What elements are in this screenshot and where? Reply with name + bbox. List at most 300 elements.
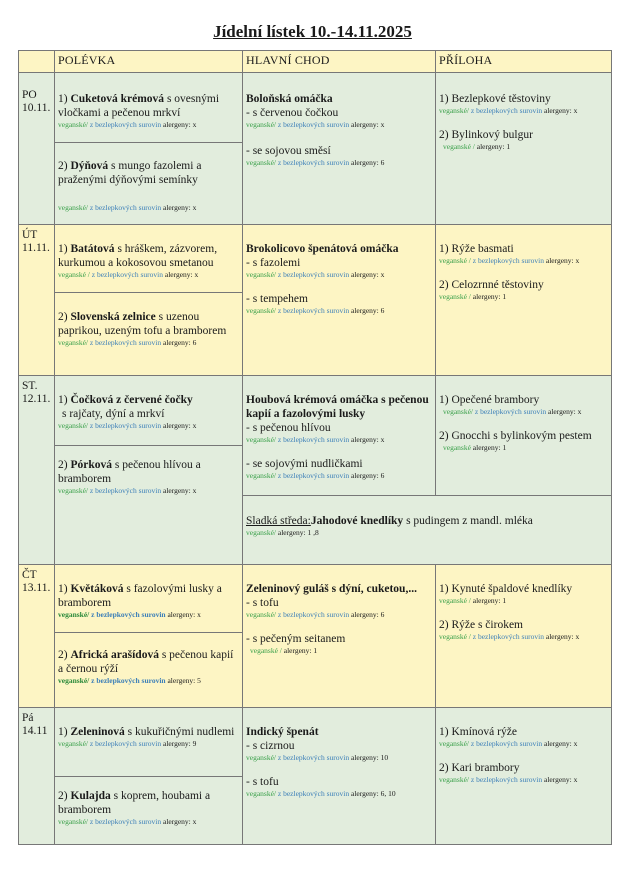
- vegan-label: veganské: [439, 596, 467, 605]
- soup-2: [55, 445, 242, 563]
- gluten-free-label: z bezlepkových surovin: [277, 306, 350, 315]
- soup-num: 2): [58, 649, 68, 661]
- main-name: Indický špenát: [246, 726, 319, 738]
- soup-1: [55, 225, 242, 292]
- side-1: 1) Bezlepkové těstoviny: [439, 93, 551, 105]
- allergen-label: alergeny:: [543, 106, 572, 115]
- day-date: 13.11.: [22, 582, 51, 594]
- side-2: 2) Bylinkový bulgur: [439, 129, 533, 141]
- allergen-value: x: [197, 610, 201, 619]
- day-row-po: [19, 73, 612, 225]
- header-day: [19, 51, 55, 73]
- header-soup: POLÉVKA: [55, 51, 243, 73]
- day-row-pa: [19, 708, 612, 845]
- vegan-label: veganské: [246, 158, 274, 167]
- slash: /: [273, 610, 276, 619]
- allergen-label: alergeny:: [472, 292, 501, 301]
- main-dish: [243, 708, 435, 799]
- allergen-value: x: [192, 421, 197, 430]
- main-meta-2: [246, 158, 432, 168]
- soup-desc: s mungo fazolemi a praženými dýňovými semínky: [58, 160, 202, 186]
- soup-name: Africká arašídová: [70, 649, 159, 661]
- side-dishes: [436, 225, 611, 302]
- side-2: 2) Gnocchi s bylinkovým pestem: [439, 430, 592, 442]
- soup-1: [55, 708, 242, 776]
- allergen-label: alergeny:: [543, 775, 572, 784]
- main-dish: [243, 376, 435, 481]
- header-main: HLAVNÍ CHOD: [243, 51, 436, 73]
- side-dishes: [436, 708, 611, 785]
- allergen-label: alergeny:: [350, 789, 379, 798]
- vegan-label: veganské: [58, 338, 86, 347]
- side-dishes: [436, 376, 611, 453]
- allergen-value: x: [192, 203, 197, 212]
- side-1: 1) Rýže basmati: [439, 243, 514, 255]
- slash: /: [85, 338, 88, 347]
- gluten-free-label: z bezlepkových surovin: [277, 789, 350, 798]
- allergen-value: 6: [380, 610, 385, 619]
- soup-num: 1): [58, 93, 68, 105]
- main-meta-1: [246, 435, 432, 445]
- allergen-label: alergeny:: [547, 407, 576, 416]
- soup-name: Čočková z červené čočky: [70, 394, 193, 406]
- slash: /: [273, 789, 276, 798]
- soup-desc: s koprem, houbami a bramborem: [58, 790, 211, 816]
- main-variant-2: - s tofu: [246, 776, 279, 788]
- soup-desc: s kukuřičnými nudlemi: [127, 726, 235, 738]
- allergen-value: x: [192, 120, 197, 129]
- allergen-value: x: [573, 775, 578, 784]
- gluten-free-label: z bezlepkových surovin: [89, 120, 162, 129]
- main-variant-2: - s pečeným seitanem: [246, 633, 346, 645]
- allergen-label: alergeny:: [350, 753, 379, 762]
- main-meta-1: [246, 753, 432, 763]
- main-name: Boloňská omáčka: [246, 93, 333, 105]
- day-cell: [19, 565, 55, 708]
- allergen-label: alergeny:: [350, 306, 379, 315]
- vegan-label: veganské: [246, 789, 274, 798]
- slash: /: [466, 106, 469, 115]
- day-name: ČT: [22, 569, 37, 581]
- slash: /: [87, 610, 90, 619]
- allergen-value: 1: [506, 142, 511, 151]
- soup-num: 2): [58, 790, 68, 802]
- vegan-label: veganské: [439, 632, 467, 641]
- allergen-value: 6: [380, 471, 385, 480]
- main-cell: [243, 565, 436, 708]
- slash: /: [273, 270, 276, 279]
- allergen-label: alergeny:: [162, 421, 191, 430]
- sweet-meta: [246, 528, 608, 538]
- sweet-dish: [243, 496, 611, 538]
- allergen-label: alergeny:: [277, 528, 306, 537]
- main-meta-2: [246, 471, 432, 481]
- day-date: 12.11.: [22, 393, 51, 405]
- soup-desc: s uzenou paprikou, uzeným tofu a bramborem: [58, 311, 227, 337]
- day-cell: [19, 225, 55, 376]
- soup-desc: s ovesnými vločkami a pečenou mrkví: [58, 93, 220, 119]
- soup-1: [55, 565, 242, 632]
- allergen-label: alergeny:: [162, 739, 191, 748]
- vegan-label: veganské: [246, 471, 274, 480]
- vegan-label: veganské: [58, 817, 86, 826]
- page-title: Jídelní lístek 10.-14.11.2025: [213, 22, 412, 41]
- vegan-label: veganské: [443, 407, 471, 416]
- side-dishes: [436, 565, 611, 642]
- allergen-value: 1: [313, 646, 318, 655]
- allergen-value: 10: [380, 753, 389, 762]
- soup-2: [55, 292, 242, 375]
- day-row-ut: [19, 225, 612, 376]
- slash: /: [273, 158, 276, 167]
- soup-meta: [58, 270, 239, 280]
- allergen-label: alergeny:: [162, 203, 191, 212]
- vegan-label: veganské: [439, 292, 467, 301]
- soup-meta: [58, 486, 239, 496]
- allergen-label: alergeny:: [350, 435, 379, 444]
- gluten-free-label: z bezlepkových surovin: [277, 471, 350, 480]
- gluten-free-label: z bezlepkových surovin: [91, 676, 166, 685]
- main-variant-1: - s cizrnou: [246, 740, 295, 752]
- day-date: 10.11.: [22, 102, 51, 114]
- soup-desc: s pečenou kapií a černou rýží: [58, 649, 234, 675]
- slash: /: [87, 676, 90, 685]
- day-name: Pá: [22, 712, 34, 724]
- main-meta-1: [246, 610, 432, 620]
- allergen-value: 1 ,8: [307, 528, 319, 537]
- allergen-value: x: [194, 270, 199, 279]
- vegan-label: veganské: [439, 739, 467, 748]
- side-meta-1: [439, 256, 608, 266]
- side-1: 1) Opečené brambory: [439, 394, 540, 406]
- vegan-label: veganské: [58, 610, 88, 619]
- allergen-label: alergeny:: [543, 739, 572, 748]
- allergen-label: alergeny:: [350, 120, 379, 129]
- soup-1: [55, 73, 242, 142]
- side-cell: [436, 376, 612, 496]
- gluten-free-label: z bezlepkových surovin: [89, 486, 162, 495]
- vegan-label: veganské: [439, 256, 467, 265]
- vegan-label: veganské: [443, 443, 471, 452]
- day-name: ST.: [22, 380, 38, 392]
- side-2: 2) Celozrnné těstoviny: [439, 279, 544, 291]
- slash: /: [85, 203, 88, 212]
- main-variant-2: - se sojovými nudličkami: [246, 458, 363, 470]
- soup-cell: [55, 376, 243, 565]
- side-meta-2: [439, 632, 608, 642]
- soup-num: 1): [58, 394, 68, 406]
- allergen-value: x: [380, 435, 385, 444]
- gluten-free-label: z bezlepkových surovin: [472, 632, 544, 641]
- slash: /: [85, 739, 88, 748]
- side-cell: [436, 708, 612, 845]
- soup-name: Kulajda: [70, 790, 111, 802]
- slash: /: [466, 775, 469, 784]
- soup-name: Batátová: [70, 243, 115, 255]
- gluten-free-label: z bezlepkových surovin: [277, 158, 350, 167]
- soup-name: Slovenská zelnice: [70, 311, 156, 323]
- gluten-free-label: z bezlepkových surovin: [89, 421, 162, 430]
- vegan-label: veganské: [58, 486, 86, 495]
- gluten-free-label: z bezlepkových surovin: [277, 270, 350, 279]
- day-cell: [19, 376, 55, 565]
- gluten-free-label: z bezlepkových surovin: [277, 753, 350, 762]
- side-meta-1: [439, 739, 608, 749]
- allergen-value: x: [573, 739, 578, 748]
- slash: /: [468, 292, 471, 301]
- soup-num: 1): [58, 243, 68, 255]
- soup-name: Zeleninová: [70, 726, 125, 738]
- allergen-value: 9: [192, 739, 197, 748]
- side-cell: [436, 73, 612, 225]
- main-cell: [243, 708, 436, 845]
- gluten-free-label: z bezlepkových surovin: [472, 256, 544, 265]
- slash: /: [85, 486, 88, 495]
- main-meta-2: [246, 306, 432, 316]
- allergen-value: 1: [502, 292, 507, 301]
- allergen-label: alergeny:: [350, 610, 379, 619]
- vegan-label: veganské: [250, 646, 278, 655]
- allergen-label: alergeny:: [350, 471, 379, 480]
- soup-desc: s pečenou hlívou a bramborem: [58, 459, 201, 485]
- sweet-label: Sladká středa:: [246, 515, 311, 527]
- allergen-value: 6: [192, 338, 197, 347]
- allergen-value: x: [575, 256, 580, 265]
- main-variant-2: - se sojovou směsí: [246, 145, 331, 157]
- soup-name: Dýňová: [70, 160, 109, 172]
- allergen-label: alergeny:: [167, 610, 196, 619]
- slash: /: [273, 120, 276, 129]
- gluten-free-label: z bezlepkových surovin: [470, 739, 543, 748]
- main-cell: [243, 376, 436, 496]
- allergen-value: 1: [502, 443, 507, 452]
- vegan-label: veganské: [246, 610, 274, 619]
- slash: /: [468, 632, 471, 641]
- soup-cell: [55, 225, 243, 376]
- main-dish: [243, 225, 435, 316]
- vegan-label: veganské: [246, 435, 274, 444]
- soup-2: [55, 776, 242, 844]
- side-meta-2: [439, 142, 608, 152]
- allergen-label: alergeny:: [476, 142, 505, 151]
- allergen-label: alergeny:: [167, 676, 196, 685]
- main-meta-1: [246, 120, 432, 130]
- main-meta-1: [246, 270, 432, 280]
- main-variant-1: - s červenou čočkou: [246, 107, 339, 119]
- soup-desc: s fazolovými lusky a bramborem: [58, 583, 222, 609]
- day-row-ct: [19, 565, 612, 708]
- allergen-label: alergeny:: [162, 120, 191, 129]
- soup-meta: [58, 817, 239, 827]
- vegan-label: veganské: [58, 120, 86, 129]
- main-cell: [243, 225, 436, 376]
- soup-meta: [58, 338, 239, 348]
- vegan-label: veganské: [443, 142, 471, 151]
- allergen-label: alergeny:: [350, 270, 379, 279]
- slash: /: [279, 646, 282, 655]
- allergen-value: x: [577, 407, 582, 416]
- day-name: PO: [22, 89, 37, 101]
- side-meta-1: [439, 407, 608, 417]
- allergen-value: 6, 10: [380, 789, 396, 798]
- slash: /: [273, 471, 276, 480]
- header-row: [19, 51, 612, 73]
- side-1: 1) Kmínová rýže: [439, 726, 517, 738]
- sweet-name: Jahodové knedlíky: [310, 515, 404, 527]
- slash: /: [470, 407, 473, 416]
- gluten-free-label: z bezlepkových surovin: [277, 610, 350, 619]
- vegan-label: veganské: [58, 203, 86, 212]
- side-2: 2) Rýže s čirokem: [439, 619, 523, 631]
- vegan-label: veganské: [58, 676, 88, 685]
- vegan-label: veganské: [246, 753, 274, 762]
- header-side: PŘÍLOHA: [436, 51, 612, 73]
- main-name: Brokolicovo špenátová omáčka: [246, 243, 399, 255]
- gluten-free-label: z bezlepkových surovin: [91, 610, 166, 619]
- vegan-label: veganské: [58, 270, 86, 279]
- soup-desc: s hráškem, zázvorem, kurkumou a kokosovou smetanou: [58, 243, 218, 269]
- main-name: Houbová krémová omáčka s pečenou kapií a fazolovými lusky: [246, 394, 429, 420]
- gluten-free-label: z bezlepkových surovin: [89, 203, 162, 212]
- allergen-label: alergeny:: [162, 338, 191, 347]
- gluten-free-label: z bezlepkových surovin: [89, 817, 162, 826]
- allergen-value: 5: [197, 676, 201, 685]
- soup-name: Pórková: [70, 459, 112, 471]
- day-row-st: [19, 376, 612, 496]
- allergen-label: alergeny:: [472, 596, 501, 605]
- main-variant-2: - s tempehem: [246, 293, 308, 305]
- soup-meta: [58, 739, 239, 749]
- side-1: 1) Kynuté špaldové knedlíky: [439, 583, 573, 595]
- soup-name: Cuketová krémová: [70, 93, 165, 105]
- slash: /: [85, 817, 88, 826]
- day-date: 11.11.: [22, 242, 50, 254]
- main-dish: [243, 73, 435, 168]
- day-name: ÚT: [22, 229, 38, 241]
- slash: /: [468, 596, 471, 605]
- allergen-value: x: [380, 270, 385, 279]
- vegan-label: veganské: [58, 739, 86, 748]
- slash: /: [87, 270, 90, 279]
- allergen-value: 1: [502, 596, 507, 605]
- slash: /: [85, 120, 88, 129]
- side-2: 2) Kari brambory: [439, 762, 520, 774]
- main-variant-1: - s pečenou hlívou: [246, 422, 331, 434]
- sweet-desc: s pudingem z mandl. mléka: [406, 515, 533, 527]
- slash: /: [273, 753, 276, 762]
- menu-table: [18, 50, 612, 845]
- main-cell: [243, 73, 436, 225]
- sweet-cell: [243, 496, 612, 565]
- side-cell: [436, 225, 612, 376]
- vegan-label: veganské: [58, 421, 86, 430]
- gluten-free-label: z bezlepkových surovin: [277, 120, 350, 129]
- soup-name: Květáková: [70, 583, 124, 595]
- main-variant-1: - s fazolemi: [246, 257, 301, 269]
- soup-desc: s rajčaty, dýní a mrkví: [62, 408, 165, 420]
- soup-cell: [55, 708, 243, 845]
- soup-meta: [58, 203, 239, 213]
- allergen-value: x: [380, 120, 385, 129]
- allergen-label: alergeny:: [545, 256, 574, 265]
- allergen-value: x: [575, 632, 580, 641]
- allergen-label: alergeny:: [472, 443, 501, 452]
- day-cell: [19, 708, 55, 845]
- soup-cell: [55, 565, 243, 708]
- allergen-label: alergeny:: [164, 270, 193, 279]
- slash: /: [466, 739, 469, 748]
- side-meta-2: [439, 292, 608, 302]
- allergen-value: 6: [380, 306, 385, 315]
- slash: /: [273, 306, 276, 315]
- main-dish: [243, 565, 435, 656]
- main-variant-1: - s tofu: [246, 597, 279, 609]
- allergen-label: alergeny:: [162, 817, 191, 826]
- allergen-label: alergeny:: [283, 646, 312, 655]
- gluten-free-label: z bezlepkových surovin: [470, 775, 543, 784]
- soup-2: [55, 142, 242, 224]
- main-name: Zeleninový guláš s dýní, cuketou,...: [246, 583, 417, 595]
- soup-meta: [58, 120, 239, 130]
- soup-meta: [58, 676, 239, 686]
- soup-2: [55, 632, 242, 707]
- allergen-label: alergeny:: [545, 632, 574, 641]
- side-meta-1: [439, 596, 608, 606]
- allergen-value: x: [192, 817, 197, 826]
- slash: /: [85, 421, 88, 430]
- allergen-value: 6: [380, 158, 385, 167]
- gluten-free-label: z bezlepkových surovin: [89, 739, 162, 748]
- vegan-label: veganské: [246, 120, 274, 129]
- allergen-label: alergeny:: [350, 158, 379, 167]
- soup-1: [55, 376, 242, 445]
- day-date: 14.11: [22, 725, 48, 737]
- vegan-label: veganské: [246, 306, 274, 315]
- soup-num: 2): [58, 459, 68, 471]
- side-meta-1: [439, 106, 608, 116]
- side-dishes: [436, 73, 611, 152]
- gluten-free-label: z bezlepkových surovin: [89, 338, 162, 347]
- day-cell: [19, 73, 55, 225]
- gluten-free-label: z bezlepkových surovin: [277, 435, 350, 444]
- main-meta-2: [246, 789, 432, 799]
- allergen-value: x: [573, 106, 578, 115]
- main-meta-2: [246, 646, 432, 656]
- allergen-value: x: [192, 486, 197, 495]
- gluten-free-label: z bezlepkových surovin: [474, 407, 547, 416]
- allergen-label: alergeny:: [162, 486, 191, 495]
- soup-cell: [55, 73, 243, 225]
- side-meta-2: [439, 443, 608, 453]
- slash: /: [472, 142, 475, 151]
- vegan-label: veganské: [439, 106, 467, 115]
- side-meta-2: [439, 775, 608, 785]
- side-cell: [436, 565, 612, 708]
- slash: /: [273, 435, 276, 444]
- soup-num: 2): [58, 160, 68, 172]
- soup-num: 1): [58, 726, 68, 738]
- gluten-free-label: z bezlepkových surovin: [91, 270, 163, 279]
- gluten-free-label: z bezlepkových surovin: [470, 106, 543, 115]
- soup-meta: [58, 610, 239, 620]
- soup-num: 1): [58, 583, 68, 595]
- vegan-label: veganské: [246, 270, 274, 279]
- vegan-label: veganské: [246, 528, 274, 537]
- soup-num: 2): [58, 311, 68, 323]
- vegan-label: veganské: [439, 775, 467, 784]
- slash: /: [273, 528, 276, 537]
- slash: /: [468, 256, 471, 265]
